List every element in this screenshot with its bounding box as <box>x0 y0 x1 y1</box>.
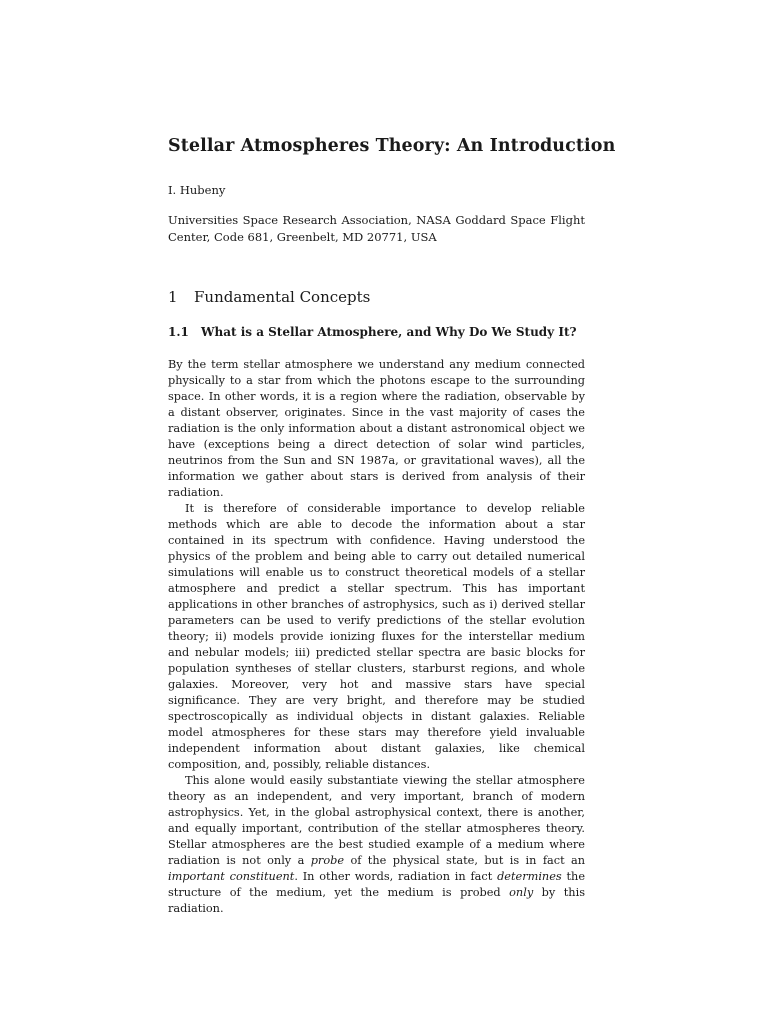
author-name: I. Hubeny <box>168 183 226 197</box>
subsection-title: What is a Stellar Atmosphere, and Why Do We Study It? <box>201 325 577 339</box>
paragraph-3-text: . In other words, radiation in fact <box>294 870 498 883</box>
emphasis-important-constituent: important constituent <box>168 870 295 883</box>
paragraph-3-text: by this radiation. <box>168 886 585 915</box>
paragraph-3 <box>168 773 585 917</box>
section-title: Fundamental Concepts <box>194 288 371 306</box>
emphasis-only: only <box>509 886 534 899</box>
paragraph-2: It is therefore of considerable importance to develop reliable methods which are able to decode the information about a star contained in its spectrum with confidence. Having understood the physics of the problem and being able to carry out detailed numerical simulations will enable us to construct theoretical models of a stellar atmosphere and predict a stellar spectrum. This has important applications in other branches of astrophysics, such as i) derived stellar parameters can be used to verify predictions of the stellar evolution theory; ii) models provide ionizing fluxes for the interstellar medium and nebular models; iii) predicted stellar spectra are basic blocks for population syntheses of stellar clusters, starburst regions, and whole galaxies. Moreover, very hot and massive stars have special significance. They are very bright, and therefore may be studied spectroscopically as individual objects in distant galaxies. Reliable model atmospheres for these stars may therefore yield invaluable independent information about distant galaxies, like chemical composition, and, possibly, reliable distances. <box>168 502 585 771</box>
paragraph-3-text: of the physical state, but is in fact an <box>344 854 585 867</box>
section-heading <box>168 288 370 306</box>
emphasis-determines: determines <box>497 870 562 883</box>
section-number: 1 <box>168 288 178 306</box>
subsection-heading <box>168 325 577 339</box>
subsection-number: 1.1 <box>168 325 189 339</box>
paragraph-3-text: This alone would easily substantiate viewing the stellar atmosphere theory as an independent, and very important, branch of modern astrophysics. Yet, in the global astrophysical context, there is another, and equally important, contribution of the stellar atmospheres theory. Stellar atmospheres are the best studied example of a medium where radiation is not only a <box>168 774 585 867</box>
paper-title: Stellar Atmospheres Theory: An Introduction <box>168 136 616 156</box>
paragraph-1: By the term stellar atmosphere we understand any medium connected physically to a star from which the photons escape to the surrounding space. In other words, it is a region where the radiation, observable by a distant observer, originates. Since in the vast majority of cases the radiation is the only information about a distant astronomical object we have (exceptions being a direct detection of solar wind particles, neutrinos from the Sun and SN 1987a, or gravitational waves), all the information we gather about stars is derived from analysis of their radiation. <box>168 358 585 499</box>
body-text <box>168 357 585 917</box>
author-affiliation: Universities Space Research Association, NASA Goddard Space Flight Center, Code 681, Greenbelt, MD 20771, USA <box>168 213 585 244</box>
emphasis-probe: probe <box>310 854 345 867</box>
paragraph-3-text: the structure of the medium, yet the medium is probed <box>168 870 586 899</box>
